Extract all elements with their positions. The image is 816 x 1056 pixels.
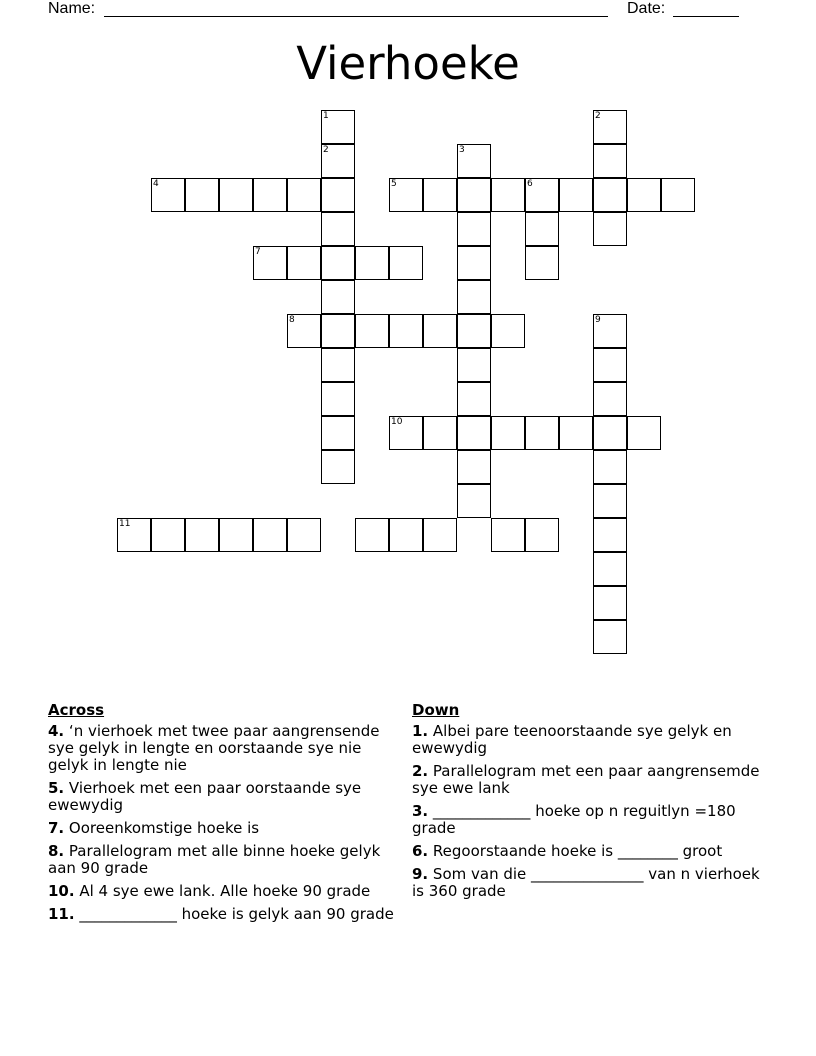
crossword-cell[interactable] xyxy=(593,382,627,416)
crossword-cell[interactable] xyxy=(457,178,491,212)
crossword-cell[interactable] xyxy=(457,348,491,382)
crossword-cell[interactable] xyxy=(355,518,389,552)
crossword-cell[interactable] xyxy=(219,518,253,552)
crossword-cell[interactable] xyxy=(525,518,559,552)
crossword-cell[interactable] xyxy=(253,178,287,212)
down-clue xyxy=(412,763,762,797)
crossword-cell[interactable] xyxy=(593,586,627,620)
crossword-cell[interactable] xyxy=(627,178,661,212)
crossword-cell[interactable] xyxy=(253,518,287,552)
crossword-cell[interactable] xyxy=(185,178,219,212)
crossword-cell[interactable] xyxy=(627,416,661,450)
crossword-cell[interactable] xyxy=(321,450,355,484)
crossword-cell[interactable] xyxy=(423,518,457,552)
cell-number: 11 xyxy=(119,519,131,529)
crossword-cell[interactable] xyxy=(457,144,491,178)
clue-number: 6. xyxy=(412,842,429,860)
crossword-cell[interactable] xyxy=(525,212,559,246)
crossword-cell[interactable] xyxy=(117,518,151,552)
crossword-cell[interactable] xyxy=(253,246,287,280)
crossword-cell[interactable] xyxy=(321,280,355,314)
crossword-cell[interactable] xyxy=(525,416,559,450)
crossword-cell[interactable] xyxy=(321,382,355,416)
crossword-cell[interactable] xyxy=(593,552,627,586)
crossword-cell[interactable] xyxy=(525,178,559,212)
crossword-cell[interactable] xyxy=(287,518,321,552)
across-clue xyxy=(48,820,398,837)
crossword-cell[interactable] xyxy=(389,178,423,212)
clue-text: Albei pare teenoorstaande sye gelyk en ewewydig xyxy=(412,722,732,757)
crossword-cell[interactable] xyxy=(593,620,627,654)
crossword-cell[interactable] xyxy=(423,178,457,212)
cell-number: 6 xyxy=(527,179,533,189)
across-clues xyxy=(48,702,398,929)
cell-number: 10 xyxy=(391,417,403,427)
clue-number: 1. xyxy=(412,722,429,740)
crossword-cell[interactable] xyxy=(491,416,525,450)
crossword-cell[interactable] xyxy=(457,382,491,416)
clue-text: _____________ hoeke is gelyk aan 90 grade xyxy=(79,905,394,923)
crossword-cell[interactable] xyxy=(151,518,185,552)
crossword-cell[interactable] xyxy=(525,246,559,280)
cell-number: 2 xyxy=(595,111,601,121)
date-label: Date: xyxy=(627,0,666,17)
clue-text: ‘n vierhoek met twee paar aangrensende sye gelyk in lengte en oorstaande sye nie gelyk in lengte nie xyxy=(48,722,380,774)
crossword-cell[interactable] xyxy=(355,246,389,280)
down-clue xyxy=(412,723,762,757)
crossword-cell[interactable] xyxy=(151,178,185,212)
clue-text: Parallelogram met een paar aangrensemde sye ewe lank xyxy=(412,762,760,797)
name-label: Name: xyxy=(48,0,96,17)
clue-number: 11. xyxy=(48,905,75,923)
crossword-cell[interactable] xyxy=(593,178,627,212)
across-clue xyxy=(48,723,398,774)
crossword-cell[interactable] xyxy=(389,416,423,450)
crossword-cell[interactable] xyxy=(457,484,491,518)
crossword-cell[interactable] xyxy=(559,416,593,450)
crossword-cell[interactable] xyxy=(457,416,491,450)
crossword-cell[interactable] xyxy=(389,246,423,280)
cell-number: 5 xyxy=(391,179,397,189)
clue-number: 10. xyxy=(48,882,75,900)
across-clue xyxy=(48,780,398,814)
crossword-cell[interactable] xyxy=(457,246,491,280)
clue-text: Vierhoek met een paar oorstaande sye ewewydig xyxy=(48,779,362,814)
crossword-cell[interactable] xyxy=(491,178,525,212)
crossword-cell[interactable] xyxy=(287,314,321,348)
crossword-cell[interactable] xyxy=(559,178,593,212)
crossword-cell[interactable] xyxy=(219,178,253,212)
crossword-cell[interactable] xyxy=(185,518,219,552)
clue-text: Regoorstaande hoeke is ________ groot xyxy=(432,842,723,860)
crossword-cell[interactable] xyxy=(321,178,355,212)
clue-text: Som van die _______________ van n vierhoek is 360 grade xyxy=(412,865,760,900)
clue-number: 5. xyxy=(48,779,65,797)
across-clue xyxy=(48,883,398,900)
cell-number: 4 xyxy=(153,179,159,189)
crossword-cell[interactable] xyxy=(389,518,423,552)
down-clues xyxy=(412,702,762,906)
crossword-cell[interactable] xyxy=(661,178,695,212)
page-title: Vierhoeke xyxy=(296,37,520,90)
clue-number: 9. xyxy=(412,865,429,883)
crossword-cell[interactable] xyxy=(321,246,355,280)
crossword-cell[interactable] xyxy=(457,314,491,348)
crossword-cell[interactable] xyxy=(593,212,627,246)
crossword-cell[interactable] xyxy=(287,246,321,280)
crossword-cell[interactable] xyxy=(593,484,627,518)
across-clue xyxy=(48,843,398,877)
down-clue xyxy=(412,866,762,900)
crossword-cell[interactable] xyxy=(593,314,627,348)
crossword-cell[interactable] xyxy=(593,144,627,178)
crossword-cell[interactable] xyxy=(457,280,491,314)
cell-number: 9 xyxy=(595,315,601,325)
cell-number: 7 xyxy=(255,247,261,257)
cell-number: 1 xyxy=(323,111,329,121)
clue-number: 7. xyxy=(48,819,65,837)
crossword-cell[interactable] xyxy=(593,416,627,450)
clue-text: Al 4 sye ewe lank. Alle hoeke 90 grade xyxy=(79,882,371,900)
crossword-cell[interactable] xyxy=(321,416,355,450)
cell-number: 3 xyxy=(459,145,465,155)
crossword-cell[interactable] xyxy=(355,314,389,348)
clue-text: Parallelogram met alle binne hoeke gelyk aan 90 grade xyxy=(48,842,381,877)
crossword-cell[interactable] xyxy=(287,178,321,212)
cell-number: 2 xyxy=(323,145,329,155)
clue-number: 3. xyxy=(412,802,429,820)
crossword-cell[interactable] xyxy=(321,348,355,382)
clue-text: Ooreenkomstige hoeke is xyxy=(68,819,260,837)
crossword-cell[interactable] xyxy=(593,450,627,484)
crossword-cell[interactable] xyxy=(593,110,627,144)
crossword-cell[interactable] xyxy=(491,314,525,348)
crossword-cell[interactable] xyxy=(321,212,355,246)
clue-number: 8. xyxy=(48,842,65,860)
crossword-cell[interactable] xyxy=(593,518,627,552)
crossword-cell[interactable] xyxy=(389,314,423,348)
cell-number: 8 xyxy=(289,315,295,325)
crossword-cell[interactable] xyxy=(491,518,525,552)
clue-number: 2. xyxy=(412,762,429,780)
crossword-cell[interactable] xyxy=(321,144,355,178)
crossword-cell[interactable] xyxy=(321,314,355,348)
crossword-cell[interactable] xyxy=(457,212,491,246)
clue-number: 4. xyxy=(48,722,65,740)
crossword-cell[interactable] xyxy=(423,416,457,450)
crossword-cell[interactable] xyxy=(593,348,627,382)
crossword-cell[interactable] xyxy=(423,314,457,348)
down-heading: Down xyxy=(412,701,460,719)
across-heading: Across xyxy=(48,701,105,719)
crossword-cell[interactable] xyxy=(321,110,355,144)
across-clue xyxy=(48,906,398,923)
crossword-cell[interactable] xyxy=(457,450,491,484)
down-clue xyxy=(412,803,762,837)
clue-text: _____________ hoeke op n reguitlyn =180 grade xyxy=(412,802,736,837)
down-clue xyxy=(412,843,762,860)
